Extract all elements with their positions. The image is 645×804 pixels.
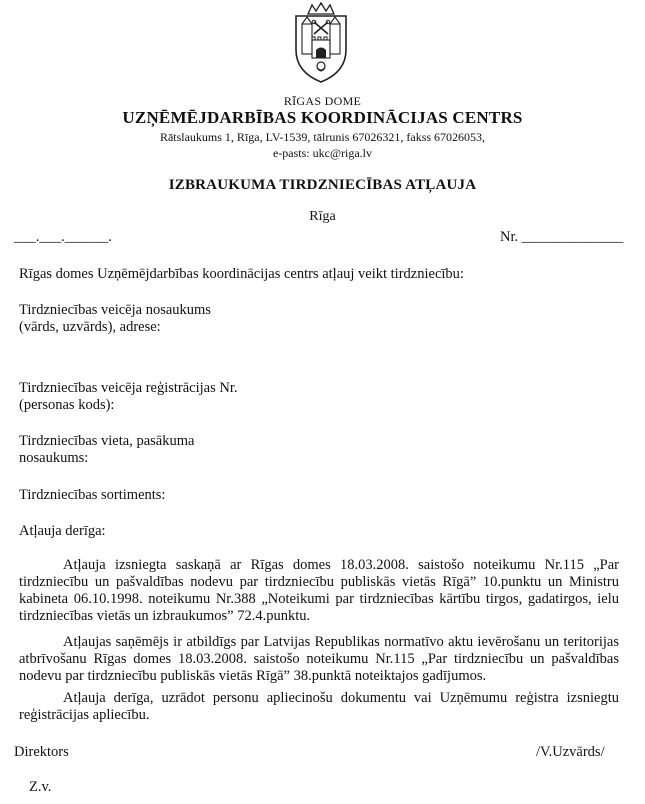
number-blank: ______________ bbox=[521, 229, 624, 245]
trading-place-label: Tirdzniecības vieta, pasākuma nosaukums: bbox=[19, 433, 195, 466]
validity-label: Atļauja derīga: bbox=[19, 523, 106, 539]
council-name: RĪGAS DOME bbox=[283, 94, 362, 108]
seal-mark: Z.v. bbox=[29, 779, 52, 795]
document-city: Rīga bbox=[309, 209, 336, 224]
organization-name: UZŅĒMĒJDARBĪBAS KOORDINĀCIJAS CENTRS bbox=[122, 108, 523, 127]
organization-address: Rātslaukums 1, Rīga, LV-1539, tālrunis 67026321, fakss 67026053, bbox=[159, 130, 486, 144]
number-label: Nr. bbox=[500, 229, 519, 245]
intro-text: Rīgas domes Uzņēmējdarbības koordinācijas centrs atļauj veikt tirdzniecību: bbox=[19, 266, 464, 282]
organization-email: e-pasts: ukc@riga.lv bbox=[272, 146, 373, 160]
director-label: Direktors bbox=[14, 744, 69, 760]
registration-label: Tirdzniecības veicēja reģistrācijas Nr. (personas kods): bbox=[19, 380, 238, 413]
legal-paragraph-3: Atļauja derīga, uzrādot personu apliecinošu dokumentu vai Uzņēmumu reģistra izsniegtu reģistrācijas apliecību. bbox=[19, 690, 619, 723]
date-blank: ___.___.______. bbox=[14, 229, 112, 245]
assortment-label: Tirdzniecības sortiments: bbox=[19, 487, 166, 503]
riga-coat-of-arms-icon bbox=[290, 2, 352, 84]
document-title: IZBRAUKUMA TIRDZNIECĪBAS ATĻAUJA bbox=[168, 177, 477, 193]
legal-paragraph-1: Atļauja izsniegta saskaņā ar Rīgas domes 18.03.2008. saistošo noteikumu Nr.115 „Par tirdzniecību un pašvaldības nodevu par tirdzniecību publiskās vietās Rīgā” 10.punktu un Ministru kabineta 06.10.1998. noteikumu Nr.388 „Noteikumi par tirdzniecības kārtību tirgos, gadatirgos, ielu tirdzniecības vietās un izbraukumos” 72.4.punktu. bbox=[19, 557, 619, 624]
director-signature: /V.Uzvārds/ bbox=[536, 744, 605, 760]
number-field bbox=[500, 229, 623, 246]
trader-name-label: Tirdzniecības veicēja nosaukums (vārds, uzvārds), adrese: bbox=[19, 302, 211, 335]
legal-paragraph-2: Atļaujas saņēmējs ir atbildīgs par Latvijas Republikas normatīvo aktu ievērošanu un teritorijas atbrīvošanu Rīgas domes 18.03.2008. saistošo noteikumu Nr.115 „Par tirdzniecību un pašvaldības nodevu par tirdzniecību publiskās vietās Rīgā” 38.punktā noteiktajos gadījumos. bbox=[19, 634, 619, 684]
